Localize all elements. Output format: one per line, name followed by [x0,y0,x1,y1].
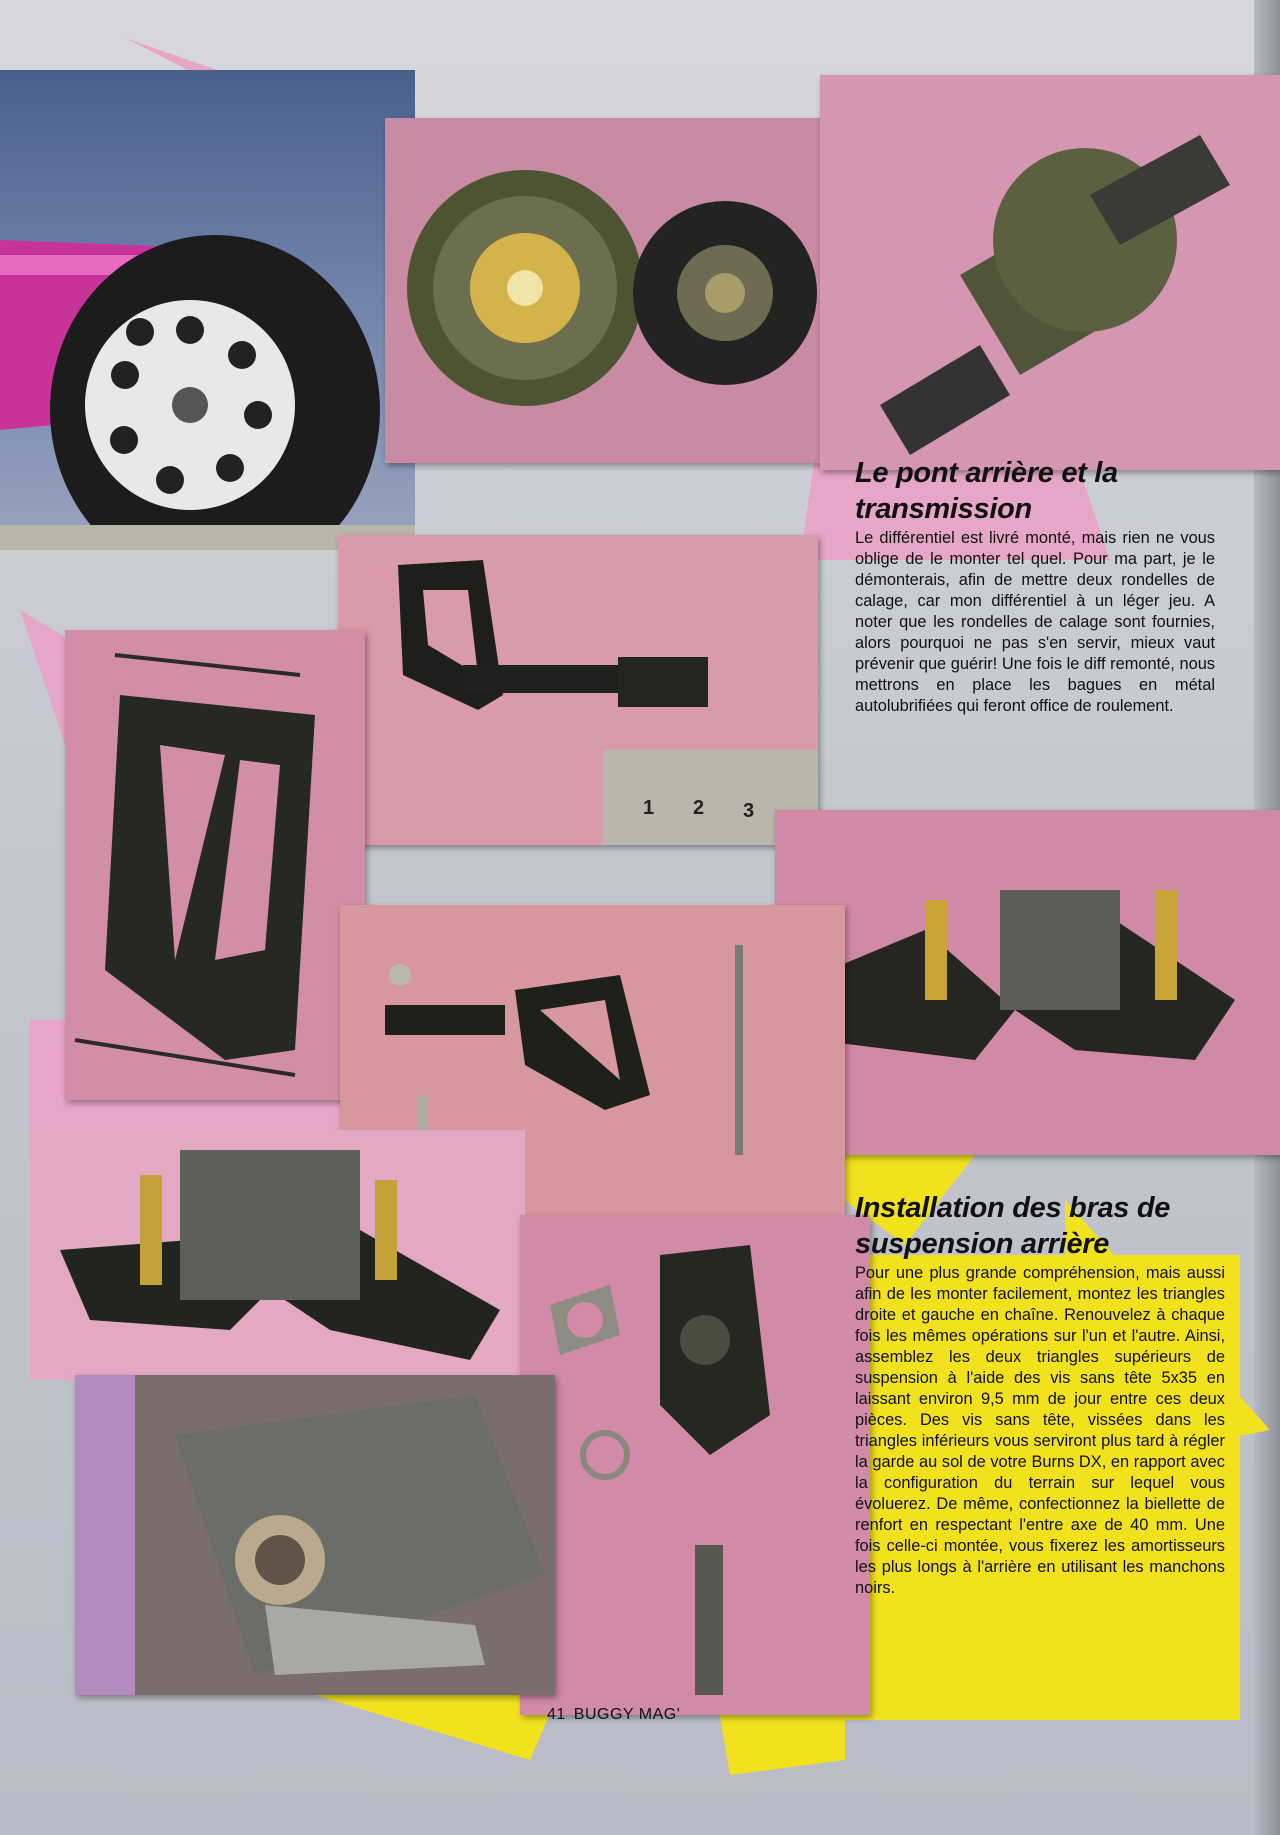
ruler-label-2: 2 [693,797,705,819]
article-suspension-arms [855,1190,1225,1599]
photo-chassis-closeup [75,1375,555,1695]
ruler-label-3: 3 [743,800,755,822]
photo-hub-carrier-parts [520,1215,870,1715]
photo-rear-suspension-front [30,1130,525,1380]
magazine-name: BUGGY MAG' [573,1706,681,1723]
photo-buggy-wheel [0,70,415,550]
ruler-label-1: 1 [643,797,655,819]
photo-upper-arm-ruler [338,535,818,845]
article-title-suspension-arms: Installation des bras de suspension arrière [855,1192,1171,1260]
pink-triangle-left [20,610,70,760]
article-rear-axle-transmission [855,455,1215,717]
photo-rear-suspension-assembly [775,810,1280,1155]
page-footer [547,1706,688,1724]
article-body-rear-axle: Le différentiel est livré monté, mais rien ne vous oblige de le monter tel quel. Pour ma part, je le démonterais, afin de mettre deux rondelles de calage, car mon différentiel à un léger jeu. A noter que les rondelles de calage sont fournies, alors pourquoi ne pas s'en servir, mieux vaut prévenir que guérir! Une fois le diff remonté, nous mettrons en place les bagues en métal autolubrifiées qui feront office de roulement. [855,529,1215,715]
page-number: 41 [547,1706,566,1723]
article-body-suspension-arms: Pour une plus grande compréhension, mais aussi afin de les monter facilement, montez les triangles droite et gauche en chaîne. Renouvelez à chaque fois les mêmes opérations sur l'un et l'autre. Ainsi, assemblez les deux triangles supérieurs de suspension à l'aide des vis sans tête 5x35 en laissant environ 9,5 mm de jour entre ces deux pièces. Des vis sans tête, vissées dans les triangles inférieurs vous serviront plus tard à régler la garde au sol de votre Burns DX, en rapport avec la configuration du terrain sur lequel vous évoluerez. De même, confectionnez la biellette de renfort en respectant l'entre axe de 40 mm. Une fois celle-ci montée, vous fixerez les amortisseurs les plus longs à l'arrière en utilisant les manchons noirs. [855,1264,1225,1597]
photo-assembled-differential [820,75,1280,470]
photo-lower-arm [65,630,365,1100]
photo-differential-gears [385,118,890,463]
article-title-rear-axle: Le pont arrière et la transmission [855,457,1118,525]
